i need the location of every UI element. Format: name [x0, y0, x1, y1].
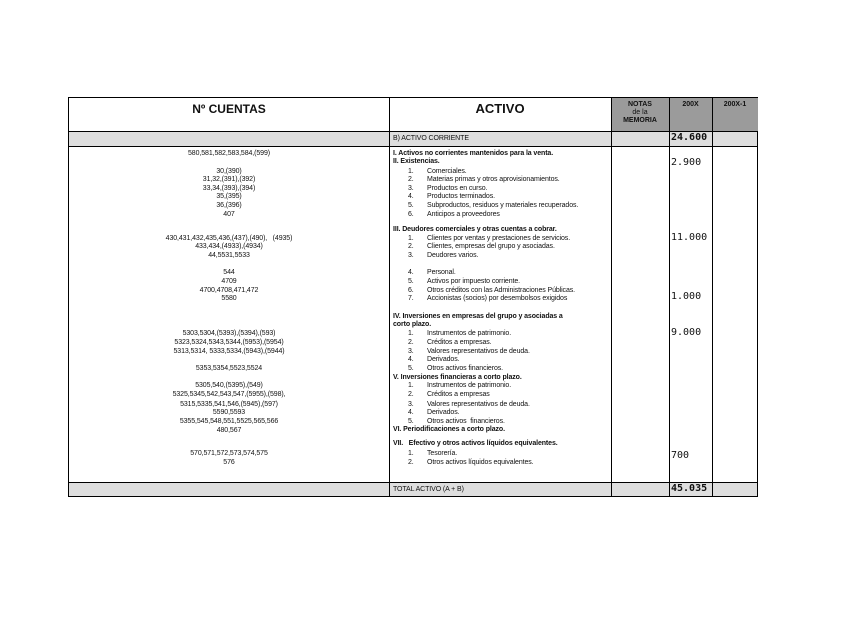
account-codes-line: 5313,5314, 5333,5334,(5943),(5944) [173, 348, 285, 355]
account-codes-line: 5353,5354,5523,5524 [195, 365, 263, 372]
item-text: Productos en curso. [427, 185, 488, 192]
item-number: 2. [408, 459, 414, 466]
section-heading-i: I. Activos no corrientes mantenidos para la venta. [393, 150, 554, 157]
value-200x: 9.000 [671, 327, 702, 338]
value-200x: 700 [671, 450, 690, 461]
account-codes-line: 31,32,(391),(392) [202, 176, 256, 183]
column-divider [611, 98, 612, 496]
item-text: Clientes, empresas del grupo y asociadas. [427, 243, 555, 250]
header-notas: NOTAS [628, 101, 652, 108]
item-text: Valores representativos de deuda. [427, 348, 530, 355]
account-codes-line: 5325,5345,542,543,547,(5955),(598), [172, 391, 286, 398]
item-text: Instrumentos de patrimonio. [427, 382, 512, 389]
row-divider [69, 482, 757, 483]
activo-item [408, 458, 534, 467]
row-divider [69, 131, 757, 132]
account-codes-line: 433,434,(4933),(4934) [195, 243, 263, 250]
value-200x: 11.000 [671, 232, 708, 243]
account-codes-line: 5355,545,548,551,5525,565,566 [179, 418, 279, 425]
section-heading-vii: VII. Efectivo y otros activos líquidos equivalentes. [393, 440, 558, 447]
item-text: Créditos a empresas. [427, 339, 492, 346]
activo-item [408, 364, 503, 373]
account-codes-line: 5580 [221, 295, 237, 302]
section-heading-iv-cont: corto plazo. [393, 321, 432, 328]
item-number: 3. [408, 252, 414, 259]
account-codes-line: 33,34,(393),(394) [202, 185, 256, 192]
activo-item [408, 408, 459, 417]
account-codes-line: 5315,5335,541,546,(5945),(597) [180, 401, 278, 408]
item-number: 1. [408, 168, 414, 175]
activo-item [408, 355, 459, 364]
activo-item [408, 294, 567, 303]
item-text: Personal. [427, 269, 456, 276]
activo-item [408, 268, 456, 277]
account-codes-line: 580,581,582,583,584,(599) [188, 150, 270, 157]
item-text: Materias primas y otros aprovisionamientos. [427, 176, 560, 183]
activo-item [408, 449, 457, 458]
item-text: Subproductos, residuos y materiales recuperados. [427, 202, 579, 209]
item-number: 4. [408, 269, 414, 276]
item-text: Tesorería. [427, 450, 458, 457]
item-text: Productos terminados. [427, 193, 495, 200]
item-number: 1. [408, 382, 414, 389]
item-text: Activos por impuesto corriente. [427, 278, 520, 285]
item-number: 5. [408, 278, 414, 285]
item-number: 6. [408, 287, 414, 294]
item-number: 1. [408, 330, 414, 337]
section-b-label: B) ACTIVO CORRIENTE [393, 135, 469, 142]
value-200x: 2.900 [671, 157, 702, 168]
item-text: Valores representativos de deuda. [427, 401, 530, 408]
account-codes-line: 544 [223, 269, 235, 276]
item-text: Clientes por ventas y prestaciones de servicios. [427, 235, 571, 242]
activo-item [408, 251, 478, 260]
header-cuentas: Nº CUENTAS [192, 102, 266, 116]
activo-item [408, 192, 495, 201]
item-text: Otros activos financieros. [427, 365, 503, 372]
item-text: Instrumentos de patrimonio. [427, 330, 512, 337]
account-codes-line: 4700,4708,471,472 [199, 287, 259, 294]
activo-item [408, 390, 490, 399]
account-codes-line: 576 [223, 459, 235, 466]
item-number: 7. [408, 295, 414, 302]
section-heading-iii: III. Deudores comerciales y otras cuentas a cobrar. [393, 226, 557, 233]
header-year-current: 200X [682, 101, 699, 108]
account-codes-line: 407 [223, 211, 235, 218]
item-number: 1. [408, 450, 414, 457]
header-notas-memoria: MEMORIA [623, 117, 657, 124]
column-divider [389, 98, 390, 496]
account-codes-line: 5323,5324,5343,5344,(5953),(5954) [174, 339, 284, 346]
item-text: Accionistas (socios) por desembolsos exigidos [427, 295, 568, 302]
activo-item [408, 201, 578, 210]
balance-sheet-table [68, 97, 758, 497]
item-text: Otros activos financieros. [427, 418, 505, 425]
item-text: Otros activos líquidos equivalentes. [427, 459, 534, 466]
account-codes-line: 5305,540,(5395),(549) [195, 382, 263, 389]
item-number: 5. [408, 418, 414, 425]
account-codes-line: 5303,5304,(5393),(5394),(593) [182, 330, 276, 337]
header-activo: ACTIVO [475, 101, 525, 116]
section-heading-iv: IV. Inversiones en empresas del grupo y asociadas a [393, 313, 563, 320]
account-codes-line: 430,431,432,435,436,(437),(490), (4935) [165, 235, 293, 242]
item-number: 3. [408, 348, 414, 355]
item-number: 3. [408, 401, 414, 408]
item-number: 2. [408, 243, 414, 250]
account-codes-line: 36,(396) [216, 202, 242, 209]
item-text: Anticipos a proveedores [427, 211, 500, 218]
item-text: Otros créditos con las Administraciones Públicas. [427, 287, 575, 294]
header-notas-de-la: de la [632, 109, 648, 116]
activo-item [408, 175, 560, 184]
section-heading-ii: II. Existencias. [393, 158, 440, 165]
account-codes-line: 570,571,572,573,574,575 [190, 450, 268, 457]
item-number: 4. [408, 409, 414, 416]
item-text: Deudores varios. [427, 252, 479, 259]
account-codes-line: 35,(395) [216, 193, 242, 200]
total-label: TOTAL ACTIVO (A + B) [393, 486, 464, 493]
column-divider [712, 98, 713, 496]
section-b-value: 24.600 [671, 132, 708, 143]
item-number: 2. [408, 391, 414, 398]
item-number: 1. [408, 235, 414, 242]
item-number: 5. [408, 365, 414, 372]
item-number: 4. [408, 193, 414, 200]
item-text: Créditos a empresas [427, 391, 490, 398]
item-number: 4. [408, 356, 414, 363]
header-year-previous: 200X-1 [723, 101, 747, 108]
item-text: Derivados. [427, 409, 460, 416]
item-text: Derivados. [427, 356, 460, 363]
account-codes-line: 44,5531,5533 [208, 252, 250, 259]
column-divider [669, 98, 670, 496]
item-text: Comerciales. [427, 168, 467, 175]
activo-item [408, 210, 500, 219]
activo-item [408, 329, 511, 338]
total-value: 45.035 [671, 483, 708, 494]
item-number: 2. [408, 339, 414, 346]
item-number: 2. [408, 176, 414, 183]
account-codes-line: 30,(390) [216, 168, 242, 175]
activo-item [408, 381, 511, 390]
section-heading-v: V. Inversiones financieras a corto plazo. [393, 374, 522, 381]
activo-item [408, 338, 492, 347]
row-divider [69, 146, 757, 147]
value-200x: 1.000 [671, 291, 702, 302]
section-heading-vi: VI. Periodificaciones a corto plazo. [393, 426, 505, 433]
activo-item [408, 277, 520, 286]
item-number: 5. [408, 202, 414, 209]
item-number: 3. [408, 185, 414, 192]
account-codes-line: 480,567 [216, 427, 242, 434]
account-codes-line: 4709 [221, 278, 237, 285]
account-codes-line: 5590,5593 [212, 409, 246, 416]
activo-item [408, 242, 555, 251]
item-number: 6. [408, 211, 414, 218]
